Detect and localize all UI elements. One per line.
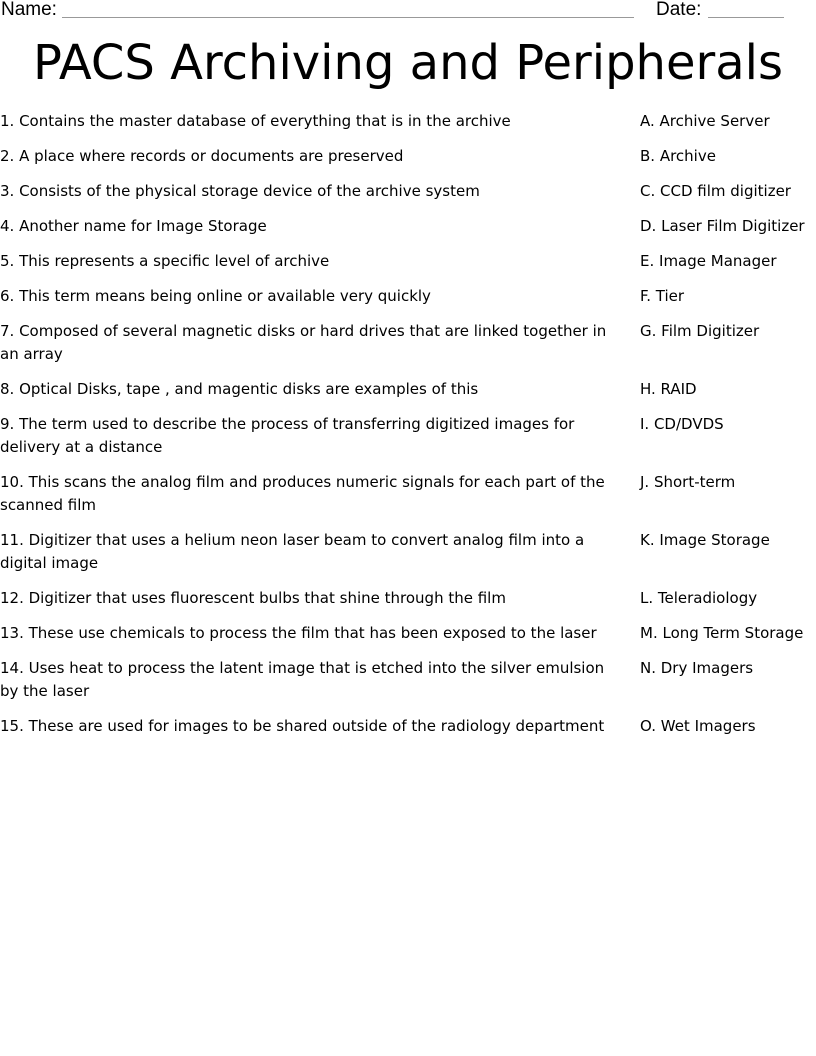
question-row (0, 378, 816, 413)
clue-text: 1. Contains the master database of everything that is in the archive (0, 112, 511, 130)
question-list (0, 110, 816, 750)
question-row (0, 715, 816, 750)
question-row (0, 250, 816, 285)
clue-text: 12. Digitizer that uses fluorescent bulbs that shine through the film (0, 589, 506, 607)
answer-option: L. Teleradiology (640, 589, 758, 607)
clue-text: 13. These use chemicals to process the film that has been exposed to the laser (0, 624, 597, 642)
clue-text: 6. This term means being online or available very quickly (0, 287, 431, 305)
question-row (0, 145, 816, 180)
clue-text: 2. A place where records or documents are preserved (0, 147, 404, 165)
answer-option: E. Image Manager (640, 252, 777, 270)
page-title: PACS Archiving and Peripherals (33, 35, 783, 91)
answer-option: C. CCD film digitizer (640, 182, 791, 200)
name-label: Name: (1, 0, 57, 20)
question-row (0, 587, 816, 622)
question-row (0, 320, 816, 378)
clue-text: 10. This scans the analog film and produces numeric signals for each part of the scanned film (0, 473, 605, 514)
clue-text: 5. This represents a specific level of archive (0, 252, 330, 270)
question-row (0, 215, 816, 250)
clue-text: 14. Uses heat to process the latent image that is etched into the silver emulsion by the laser (0, 659, 605, 700)
answer-option: J. Short-term (640, 473, 736, 491)
date-line (708, 17, 784, 18)
answer-option: F. Tier (640, 287, 685, 305)
clue-text: 11. Digitizer that uses a helium neon laser beam to convert analog film into a digital image (0, 531, 585, 572)
question-row (0, 110, 816, 145)
clue-text: 7. Composed of several magnetic disks or hard drives that are linked together in an array (0, 322, 607, 363)
answer-option: B. Archive (640, 147, 716, 165)
answer-option: K. Image Storage (640, 531, 770, 549)
answer-option: I. CD/DVDS (640, 415, 724, 433)
clue-text: 8. Optical Disks, tape , and magentic disks are examples of this (0, 380, 479, 398)
question-row (0, 285, 816, 320)
question-row (0, 657, 816, 715)
clue-text: 15. These are used for images to be shared outside of the radiology department (0, 717, 605, 735)
name-date-header (0, 0, 816, 24)
clue-text: 3. Consists of the physical storage device of the archive system (0, 182, 480, 200)
clue-text: 4. Another name for Image Storage (0, 217, 267, 235)
question-row (0, 529, 816, 587)
question-row (0, 180, 816, 215)
question-row (0, 471, 816, 529)
question-row (0, 622, 816, 657)
answer-option: H. RAID (640, 380, 697, 398)
name-line (62, 17, 634, 18)
answer-option: M. Long Term Storage (640, 624, 804, 642)
answer-option: G. Film Digitizer (640, 322, 760, 340)
answer-option: N. Dry Imagers (640, 659, 754, 677)
answer-option: D. Laser Film Digitizer (640, 217, 805, 235)
answer-option: A. Archive Server (640, 112, 770, 130)
clue-text: 9. The term used to describe the process of transferring digitized images for delivery at a distance (0, 415, 575, 456)
question-row (0, 413, 816, 471)
date-label: Date: (656, 0, 702, 20)
answer-option: O. Wet Imagers (640, 717, 756, 735)
